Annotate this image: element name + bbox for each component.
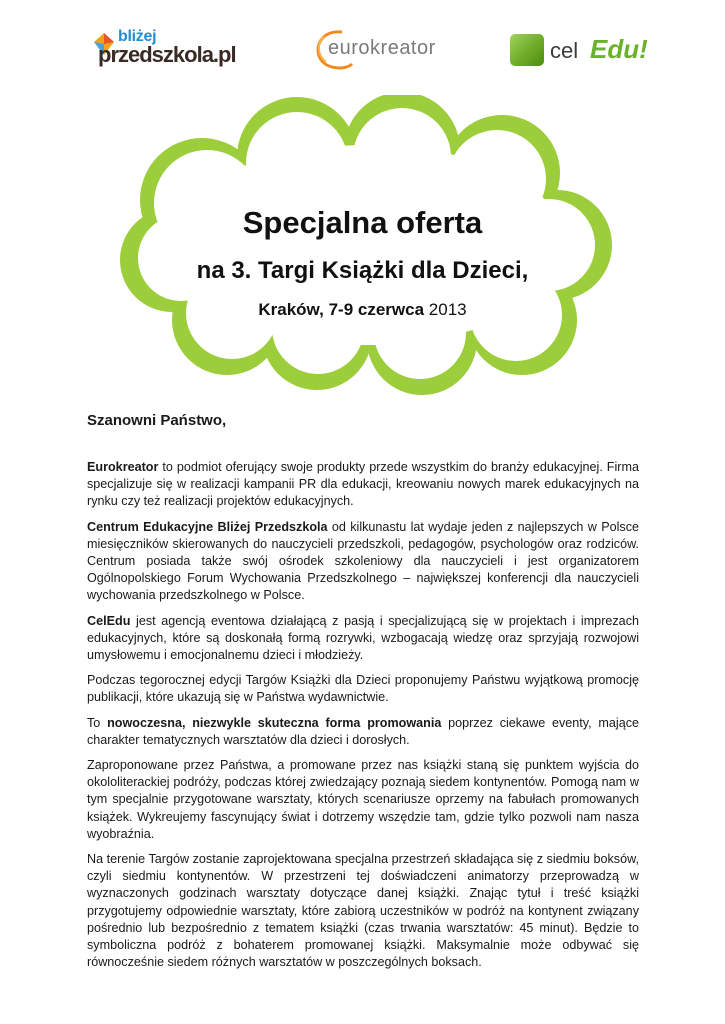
- paragraph-promotion: [87, 715, 639, 749]
- letter-body: [87, 412, 639, 979]
- celedu-cel-text: cel: [550, 38, 579, 63]
- paragraph-eurokreator: [87, 459, 639, 511]
- celedu-logo: [510, 32, 650, 70]
- blizej-przedszkola-logo: [92, 28, 252, 72]
- eurokreator-logo: [312, 26, 452, 74]
- cloud-frame: [92, 95, 642, 395]
- paragraph-bold-phrase: nowoczesna, niezwykle skuteczna forma promowania: [107, 715, 442, 730]
- celedu-edu-text: Edu!: [590, 34, 648, 64]
- paragraph-text: to podmiot oferujący swoje produkty przede wszystkim do branży edukacyjnej. Firma specjalizuje się w realizacji kampanii PR dla edukacji, kreowaniu nowych marek edukacyjnych na rynku czy też realizacji projektów edukacyjnych.: [87, 460, 639, 509]
- paragraph-centrum: [87, 519, 639, 605]
- paragraph-bold-lead: Eurokreator: [87, 460, 159, 474]
- paragraph-bold-lead: CelEdu: [87, 613, 131, 628]
- paragraph-text: jest agencją eventowa działającą z pasją i specjalizującą się w projektach i imprezach edukacyjnych, które są doskonałą formą rozrywki, wzbogacają wiedzę oraz sprzyjają rozwojowi umysłowemu i emocjonalnemu dzieci i młodzieży.: [87, 613, 639, 663]
- paragraph-celedu: [87, 613, 639, 665]
- paragraph-text: To: [87, 715, 108, 730]
- offer-year: 2013: [428, 300, 467, 319]
- offer-subtitle: na 3. Targi Książki dla Dzieci,: [196, 257, 529, 284]
- eurokreator-logo-text: eurokreator: [328, 37, 436, 59]
- paragraph-text: poprzez ciekawe eventy, mające charakter tematycznych warsztatów dla dzieci i dorosłych.: [87, 715, 639, 747]
- paragraph-text: od kilkunastu lat wydaje jeden z najlepszych w Polsce miesięczników skierowanych do nauczycieli przedszkoli, pedagogów, psychologów oraz rodziców. Centrum posiada także swój ośrodek szkoleniowy dla nauczycieli i jest organizatorem Ogólnopolskiego Forum Wychowania Przedszkolnego – największej konferencji dla nauczycieli wychowania przedszkolnego w Polsce.: [87, 519, 639, 603]
- greeting: Szanowni Państwo,: [87, 412, 227, 429]
- blizej-logo-small-text: bliżej: [118, 28, 157, 45]
- offer-date-location: [0, 300, 725, 320]
- celedu-mark-icon: [510, 34, 544, 66]
- paragraph-workshops: Na terenie Targów zostanie zaprojektowana specjalna przestrzeń składająca się z siedmiu boksów, czyli siedmiu kontynentów. W przestrzeni tej doświadczeni animatorzy przeprowadzą w wyznaczonych godzinach warsztaty dotyczące danej książki. Znając tytuł i treść książki przygotujemy odpowiednie warsztaty, które zabiorą uczestników w podróż na kontynent związany pośrednio lub bezpośrednio z tematem książki (czas trwania warsztatów: 45 minut). Będzie to symboliczna podróż z bohaterem promowanej książki. Maksymalnie może odbywać się równocześnie siedem różnych warsztatów w poszczególnych boksach.: [87, 852, 639, 970]
- blizej-logo-big-text: przedszkola.pl: [98, 42, 236, 67]
- paragraph-offer: Podczas tegorocznej edycji Targów Książki dla Dzieci proponujemy Państwu wyjątkową promocję publikacji, które ukazują się w Państwa wydawnictwie.: [87, 673, 639, 705]
- offer-title: Specjalna oferta: [242, 205, 483, 240]
- paragraph-journey: Zaproponowane przez Państwa, a promowane przez nas książki staną się punktem wyjścia do okololiterackiej podróży, podczas której zwiedzający poznają siedem kontynentów. Pomogą nam w tym specjalnie przygotowane warsztaty, których scenariusze oprzemy na fabułach promowanych książek. Wykreujemy fascynujący świat i dotrzemy wszędzie tam, gdzie tylko pozwoli nam nasza wyobraźnia.: [87, 758, 639, 841]
- offer-location: Kraków, 7-9 czerwca: [258, 300, 425, 319]
- paragraph-bold-lead: Centrum Edukacyjne Bliżej Przedszkola: [87, 519, 328, 534]
